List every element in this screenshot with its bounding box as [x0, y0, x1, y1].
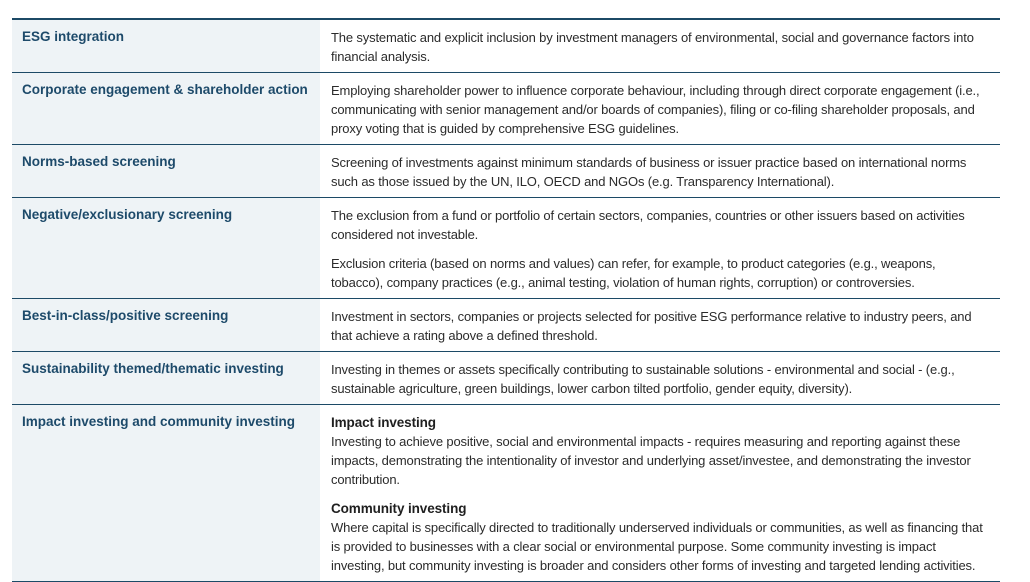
definition-paragraph: Exclusion criteria (based on norms and values) can refer, for example, to product categories (e.g., weapons, tobacco), company practices (e.g., animal testing, violation of human rights, corruption) or controversies. [331, 256, 936, 290]
row-definition [320, 73, 1000, 144]
esg-strategies-table [12, 18, 1000, 582]
table-row [12, 405, 1000, 582]
definition-paragraph: Where capital is specifically directed to traditionally underserved individuals or communities, as well as financing that is provided to businesses with a clear social or environmental purpose. Some community investing is impact investing, but community investing is broader and considers other forms of investing and targeted lending activities. [331, 520, 983, 573]
definition-paragraph: Investment in sectors, companies or projects selected for positive ESG performance relative to industry peers, and that achieve a rating above a defined threshold. [331, 309, 972, 343]
table-row [12, 352, 1000, 405]
table-row [12, 299, 1000, 352]
definition-paragraph: Screening of investments against minimum standards of business or issuer practice based on international norms such as those issued by the UN, ILO, OECD and NGOs (e.g. Transparency International). [331, 155, 967, 189]
row-definition [320, 405, 1000, 581]
row-term: ESG integration [12, 20, 320, 72]
row-term: Impact investing and community investing [12, 405, 320, 581]
row-term: Corporate engagement & shareholder action [12, 73, 320, 144]
definition-paragraph: Investing to achieve positive, social and environmental impacts - requires measuring and reporting against these impacts, demonstrating the intentionality of investor and underlying asset/investee, and demonstrating the investor contribution. [331, 434, 971, 487]
definition-paragraph: Investing in themes or assets specifically contributing to sustainable solutions - environmental and social - (e.g., sustainable agriculture, green buildings, lower carbon tilted portfolio, gender equity, diversity). [331, 362, 955, 396]
subsection-title: Community investing [331, 501, 467, 516]
subsection-title: Impact investing [331, 415, 436, 430]
definition-subsection [331, 499, 990, 575]
row-definition [320, 352, 1000, 404]
table-row [12, 198, 1000, 299]
table-row [12, 73, 1000, 145]
table-row [12, 20, 1000, 73]
row-definition [320, 198, 1000, 298]
row-definition [320, 20, 1000, 72]
definition-paragraph: Employing shareholder power to influence corporate behaviour, including through direct corporate engagement (i.e., communicating with senior management and/or boards of companies), filing or co-filing shareholder proposals, and proxy voting that is guided by comprehensive ESG guidelines. [331, 83, 980, 136]
definition-paragraph: The exclusion from a fund or portfolio of certain sectors, companies, countries or other issuers based on activities considered not investable. [331, 208, 965, 242]
definition-subsection [331, 413, 990, 489]
row-definition [320, 145, 1000, 197]
row-term: Norms-based screening [12, 145, 320, 197]
definition-paragraph: The systematic and explicit inclusion by investment managers of environmental, social and governance factors into financial analysis. [331, 30, 974, 64]
row-term: Sustainability themed/thematic investing [12, 352, 320, 404]
row-term: Best-in-class/positive screening [12, 299, 320, 351]
row-definition [320, 299, 1000, 351]
table-row [12, 145, 1000, 198]
row-term: Negative/exclusionary screening [12, 198, 320, 298]
